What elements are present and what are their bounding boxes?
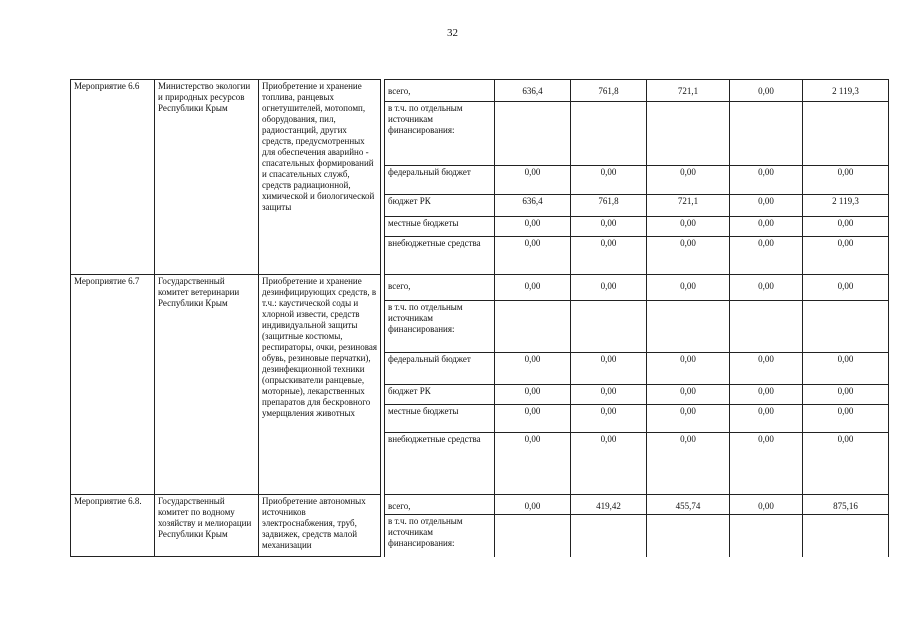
table-cell: 0,00 [803,237,889,275]
financing-table [70,79,889,557]
table-cell: 0,00 [647,217,730,237]
table-cell: 0,00 [571,405,647,433]
table-cell: 0,00 [495,495,571,515]
source-label: бюджет РК [385,195,495,217]
source-label: всего, [385,80,495,102]
table-cell: 0,00 [571,217,647,237]
source-label: бюджет РК [385,385,495,405]
table-row [71,275,889,301]
table-cell: 419,42 [571,495,647,515]
table-cell: 0,00 [803,166,889,195]
table-cell: 2 119,3 [803,80,889,102]
table-cell: 0,00 [571,275,647,301]
table-cell: 2 119,3 [803,195,889,217]
measure-description: Приобретение и хранение топлива, ранцевых огнетушителей, мотопомп, оборудования, пил, радиостанций, других средств, предусмотренных для обеспечения аварийно - спасательных формирований и спасательных служб, средств радиационной, химической и биологической защиты [259,80,381,275]
table-cell: 0,00 [730,195,803,217]
table-cell: 455,74 [647,495,730,515]
table-cell: 0,00 [647,166,730,195]
table-cell: 0,00 [730,495,803,515]
measure-executor: Государственный комитет по водному хозяйству и мелиорации Республики Крым [155,495,259,557]
table-cell: 0,00 [803,385,889,405]
table-cell: 0,00 [571,433,647,495]
table-cell: 0,00 [495,217,571,237]
table-row [71,80,889,102]
table-cell: 0,00 [730,433,803,495]
table-cell: 0,00 [647,237,730,275]
table-cell: 0,00 [647,405,730,433]
table-cell: 721,1 [647,195,730,217]
table-cell: 0,00 [647,353,730,385]
table-cell: 0,00 [730,385,803,405]
measure-description: Приобретение автономных источников электроснабжения, труб, задвижек, средств малой механизации [259,495,381,557]
table-cell: 0,00 [730,217,803,237]
table-cell: 0,00 [495,433,571,495]
table-cell: 0,00 [730,353,803,385]
table-row [71,495,889,515]
table-cell: 761,8 [571,80,647,102]
table-cell: 875,16 [803,495,889,515]
table-cell: 0,00 [647,385,730,405]
table-cell: 0,00 [803,217,889,237]
source-label: местные бюджеты [385,405,495,433]
table-cell: 0,00 [495,353,571,385]
source-label: местные бюджеты [385,217,495,237]
measure-name: Мероприятие 6.8. [71,495,155,557]
table-cell: 0,00 [495,385,571,405]
source-label: в т.ч. по отдельным источникам финансирования: [385,301,495,353]
table-cell: 0,00 [803,405,889,433]
measure-executor: Государственный комитет ветеринарии Республики Крым [155,275,259,495]
table-cell: 721,1 [647,80,730,102]
table-cell: 0,00 [803,353,889,385]
table-cell: 636,4 [495,195,571,217]
measure-description: Приобретение и хранение дезинфицирующих средств, в т.ч.: каустической соды и хлорной извести, средств индивидуальной защиты (защитные костюмы, респираторы, очки, резиновая обувь, резиновые перчатки), дезинфекционной техники (опрыскиватели ранцевые, моторные), лекарственных препаратов для бескровного умерщвления животных [259,275,381,495]
source-label: всего, [385,275,495,301]
source-label: в т.ч. по отдельным источникам финансирования: [385,102,495,166]
table-cell: 0,00 [571,353,647,385]
table-cell: 0,00 [571,166,647,195]
source-label: в т.ч. по отдельным источникам финансирования: [385,515,495,557]
measure-name: Мероприятие 6.7 [71,275,155,495]
table-cell: 0,00 [571,385,647,405]
table-cell: 636,4 [495,80,571,102]
source-label: федеральный бюджет [385,353,495,385]
measure-name: Мероприятие 6.6 [71,80,155,275]
source-label: внебюджетные средства [385,237,495,275]
table-cell: 0,00 [730,237,803,275]
table-cell: 0,00 [495,275,571,301]
measure-executor: Министерство экологии и природных ресурсов Республики Крым [155,80,259,275]
table-cell: 0,00 [730,80,803,102]
table-cell: 0,00 [730,166,803,195]
page-number: 32 [447,27,458,39]
table-cell: 0,00 [495,237,571,275]
source-label: всего, [385,495,495,515]
table-cell: 761,8 [571,195,647,217]
table-cell: 0,00 [803,275,889,301]
table-cell: 0,00 [730,405,803,433]
table-cell: 0,00 [647,433,730,495]
table-cell: 0,00 [647,275,730,301]
table-cell: 0,00 [730,275,803,301]
table-cell: 0,00 [803,433,889,495]
table-cell: 0,00 [495,405,571,433]
source-label: федеральный бюджет [385,166,495,195]
source-label: внебюджетные средства [385,433,495,495]
table-cell: 0,00 [571,237,647,275]
table-cell: 0,00 [495,166,571,195]
